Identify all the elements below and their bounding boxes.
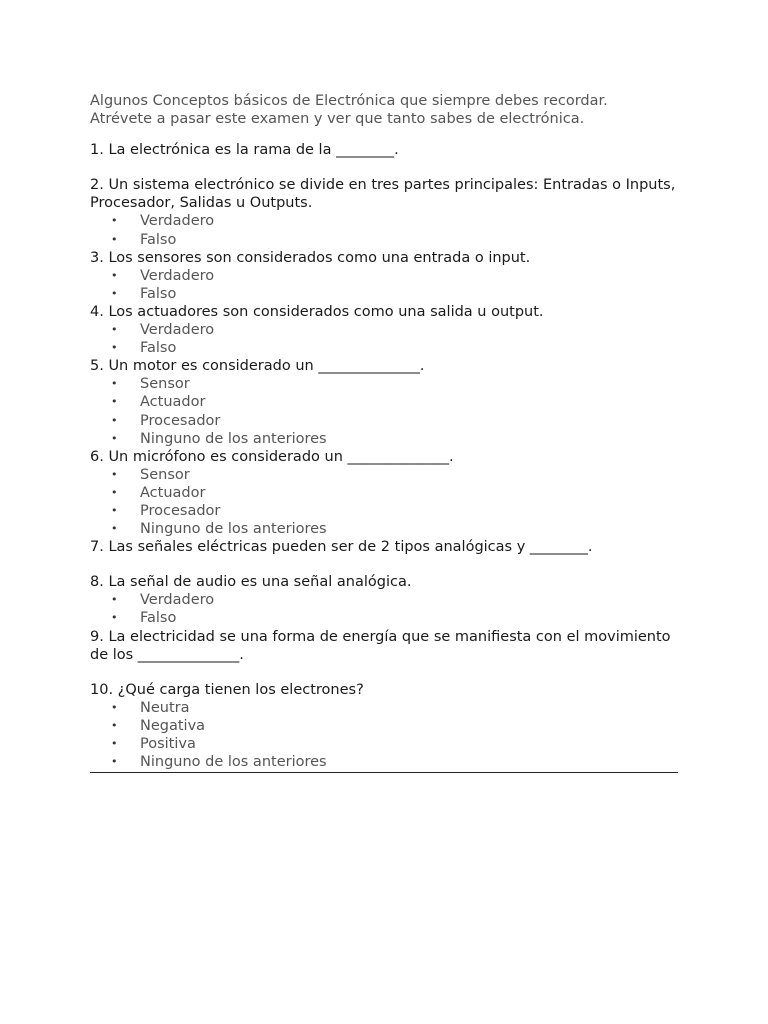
option-item: • Neutra: [90, 699, 678, 717]
question-7: 7. Las señales eléctricas pueden ser de 2 tipos analógicas y ________.: [90, 539, 593, 556]
question-4: 4. Los actuadores son considerados como una salida u output.: [90, 303, 544, 320]
option-item: • Negativa: [90, 717, 678, 735]
quiz-document: [90, 92, 678, 771]
question-10-options: [90, 699, 678, 771]
option-item: • Falso: [90, 285, 678, 303]
question-3-options: [90, 267, 678, 303]
option-item: • Actuador: [90, 393, 678, 411]
question-5-options: [90, 375, 678, 447]
question-2: 2. Un sistema electrónico se divide en tres partes principales: Entradas o Inputs, Procesador, Salidas u Outputs.: [90, 177, 676, 212]
option-item: • Verdadero: [90, 591, 678, 609]
intro-line-2: Atrévete a pasar este examen y ver que tanto sabes de electrónica.: [90, 111, 585, 128]
bottom-divider: [90, 772, 678, 773]
question-3: 3. Los sensores son considerados como una entrada o input.: [90, 249, 531, 266]
option-item: • Ninguno de los anteriores: [90, 520, 678, 538]
question-6-options: [90, 466, 678, 538]
option-item: • Verdadero: [90, 212, 678, 230]
question-10: 10. ¿Qué carga tienen los electrones?: [90, 681, 364, 698]
question-9: 9. La electricidad se una forma de energía que se manifiesta con el movimiento de los ______________.: [90, 628, 671, 663]
option-item: • Sensor: [90, 375, 678, 393]
option-item: • Falso: [90, 609, 678, 627]
option-item: • Actuador: [90, 484, 678, 502]
option-item: • Procesador: [90, 412, 678, 430]
question-8-options: [90, 591, 678, 627]
option-item: • Falso: [90, 231, 678, 249]
question-5: 5. Un motor es considerado un ______________.: [90, 358, 425, 375]
question-2-options: [90, 212, 678, 248]
option-item: • Ninguno de los anteriores: [90, 430, 678, 448]
question-1: 1. La electrónica es la rama de la ________.: [90, 142, 399, 159]
option-item: • Procesador: [90, 502, 678, 520]
option-item: • Positiva: [90, 735, 678, 753]
intro-line-1: Algunos Conceptos básicos de Electrónica que siempre debes recordar.: [90, 93, 608, 109]
option-item: • Sensor: [90, 466, 678, 484]
option-item: • Verdadero: [90, 267, 678, 285]
question-4-options: [90, 321, 678, 357]
intro: [90, 92, 678, 128]
question-6: 6. Un micrófono es considerado un ______________.: [90, 448, 454, 465]
option-item: • Ninguno de los anteriores: [90, 753, 678, 771]
option-item: • Falso: [90, 339, 678, 357]
option-item: • Verdadero: [90, 321, 678, 339]
question-8: 8. La señal de audio es una señal analógica.: [90, 574, 412, 591]
